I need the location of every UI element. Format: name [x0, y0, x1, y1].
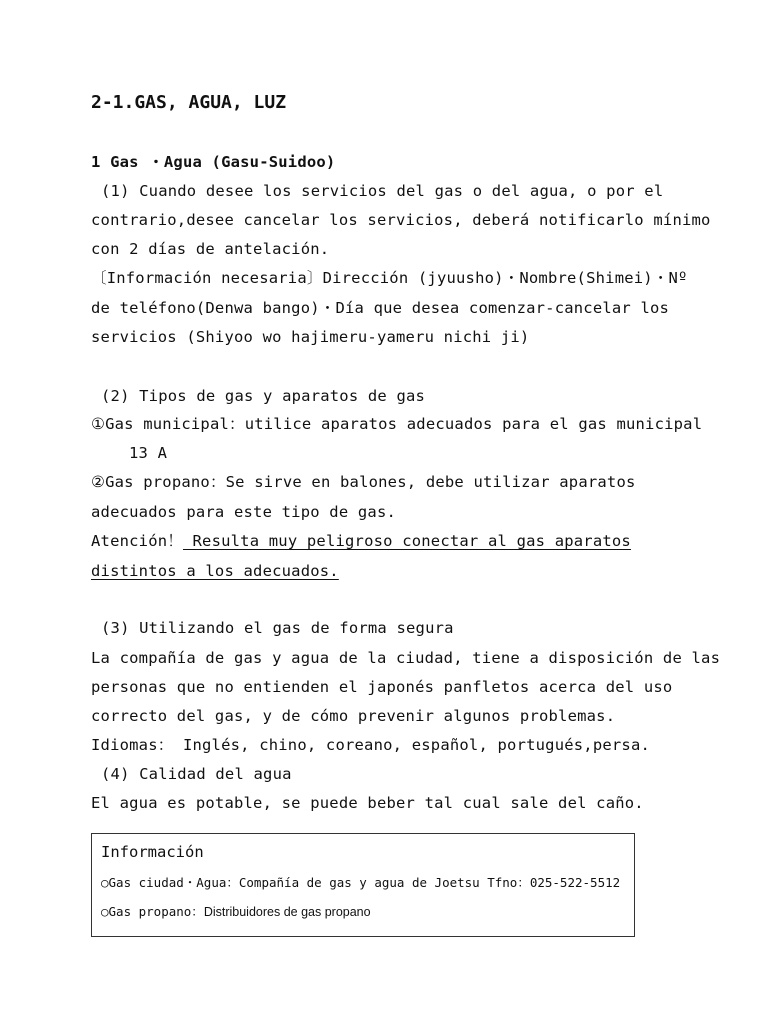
- page-title: 2-1.GAS, AGUA, LUZ: [91, 92, 287, 113]
- paragraph-1-line-4: 〔Información necesaria〕Dirección (jyuusho)・Nombre(Shimei)・Nº: [91, 269, 688, 287]
- warning-text-continued: distintos a los adecuados.: [91, 562, 339, 580]
- paragraph-1-line-5: de teléfono(Denwa bango)・Día que desea comenzar-cancelar los: [91, 299, 670, 317]
- gas-propano-line: ②Gas propano：Se sirve en balones, debe utilizar aparatos: [91, 473, 636, 491]
- subheading-safe-use: (3) Utilizando el gas de forma segura: [101, 619, 454, 637]
- section-heading-gas-agua: 1 Gas ・Agua (Gasu-Suidoo): [91, 153, 336, 171]
- info-box-title: Información: [101, 843, 204, 861]
- subheading-water-quality: (4) Calidad del agua: [101, 765, 292, 783]
- safe-use-line-2: personas que no entienden el japonés panfletos acerca del uso: [91, 678, 673, 696]
- warning-text: Resulta muy peligroso conectar al gas aparatos: [182, 532, 631, 550]
- warning-line: [91, 531, 631, 551]
- paragraph-1-line-3: con 2 días de antelación.: [91, 240, 330, 258]
- paragraph-1-line-1: (1) Cuando desee los servicios del gas o del agua, o por el: [101, 182, 664, 200]
- info-gas-propano-label: ○Gas propano：: [101, 904, 204, 919]
- info-gas-propano: [101, 903, 371, 921]
- paragraph-1-line-2: contrario,desee cancelar los servicios, deberá notificarlo mínimo: [91, 211, 711, 229]
- info-gas-agua-contact: ○Gas ciudad・Agua：Compañía de gas y agua de Joetsu Tfno：025-522-5512: [101, 875, 621, 890]
- paragraph-1-line-6: servicios (Shiyoo wo hajimeru-yameru nichi ji): [91, 328, 530, 346]
- warning-label: Atención！: [91, 532, 183, 550]
- languages-line: Idiomas： Inglés, chino, coreano, español, portugués,persa.: [91, 736, 651, 754]
- information-box: [91, 833, 635, 937]
- gas-propano-line-2: adecuados para este tipo de gas.: [91, 503, 397, 521]
- info-gas-propano-distributors: Distribuidores de gas propano: [203, 905, 371, 919]
- gas-municipal-type: 13 A: [129, 444, 168, 462]
- water-quality-line: El agua es potable, se puede beber tal cual sale del caño.: [91, 794, 644, 812]
- subheading-gas-types: (2) Tipos de gas y aparatos de gas: [101, 387, 426, 405]
- gas-municipal-line: ①Gas municipal：utilice aparatos adecuados para el gas municipal: [91, 415, 703, 433]
- safe-use-line-1: La compañía de gas y agua de la ciudad, tiene a disposición de las: [91, 649, 721, 667]
- safe-use-line-3: correcto del gas, y de cómo prevenir algunos problemas.: [91, 707, 616, 725]
